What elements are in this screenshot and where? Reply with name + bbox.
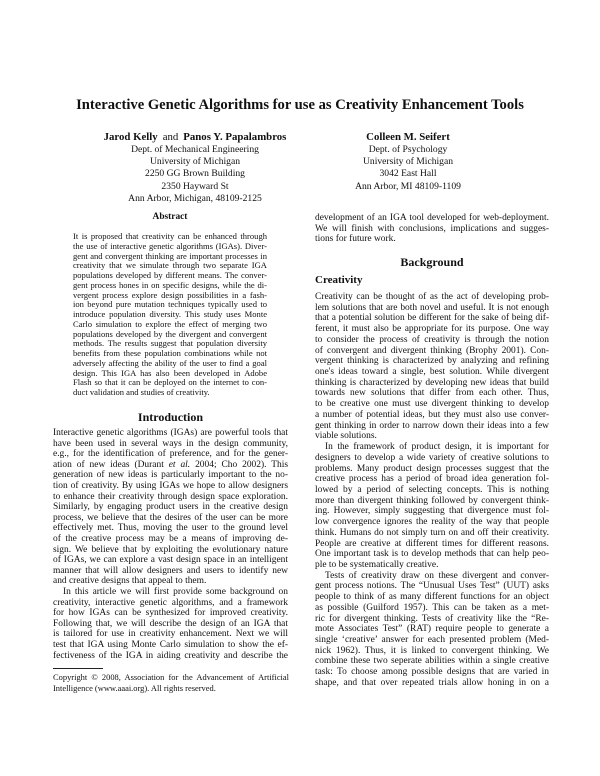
- text-line: In the framework of product design, it is important for: [325, 442, 549, 453]
- text-line: task: To choose among possible designs that are varied in: [315, 667, 549, 678]
- text-line: In this article we will first provide some background on: [63, 587, 288, 597]
- text-line: of the creative process may be a means of improving de-: [53, 534, 288, 544]
- text-line: mote Associates Test” (RAT) require people to generate a: [315, 624, 549, 635]
- text-line: Interactive genetic algorithms (IGAs) are powerful tools that: [53, 428, 288, 438]
- text-line: ple to be systematically creative.: [315, 560, 439, 570]
- text-line: people to think of as many different functions for an object: [315, 592, 549, 603]
- text-line: think. Humans do not simply turn on and off their creativity.: [315, 527, 549, 538]
- text-line: for how IGAs can be synthesized for improved creativity.: [53, 608, 288, 619]
- text-line: development of an IGA tool developed for web-deployment.: [315, 213, 549, 223]
- text-line: have been used in several ways in the design community,: [53, 438, 288, 449]
- text-line: design. This IGA has also been developed in Adobe: [73, 367, 267, 378]
- text-line: problems. Many product design processes suggest that the: [315, 463, 549, 474]
- text-line: benefits from these population combinations while not: [73, 348, 267, 358]
- text-line: ation of new ideas (Durant et al. 2004; Cho 2002). This: [53, 459, 288, 470]
- footnote-rule: [53, 668, 103, 669]
- text-line: Similarly, by engaging product users in the creative design: [53, 502, 288, 513]
- text-line: Flash so that it can be deployed on the internet to con-: [73, 377, 267, 388]
- text-line: ion beyond pure mutation techniques typically used to: [73, 299, 267, 310]
- abstract-heading: Abstract: [152, 212, 188, 222]
- author-conjunction: and: [162, 131, 179, 143]
- affiliation-line: 2250 GG Brown Building: [145, 168, 245, 180]
- text-line: fectiveness of the IGA in aiding creativity and describe the: [53, 650, 288, 661]
- author-block-right: [318, 131, 498, 193]
- text-line: gent and convergent thinking are important processes in: [73, 250, 267, 261]
- text-line: creative process has a period of broad idea generation fol-: [315, 474, 549, 485]
- text-line: adversely affecting the ability of the user to find a goal: [73, 357, 267, 368]
- text-line: lem solutions that are both novel and useful. It is not enough: [315, 302, 549, 313]
- text-line: lowed by a period of selecting concepts. This is nothing: [315, 484, 549, 495]
- text-line: introduce population diversity. This study uses Monte: [73, 309, 267, 319]
- background-heading: Background: [400, 255, 464, 269]
- copyright-notice: Copyright © 2008, Association for the Advancement of Artificial Intelligence (www.aaai.org). All rights reserved.: [53, 672, 289, 693]
- text-line: Following that, we will describe the design of an IGA that: [53, 618, 288, 629]
- author-block-left: [75, 131, 315, 205]
- text-line: gent thinking in order to narrow down their ideas into a few: [315, 420, 549, 431]
- author-name: Colleen M. Seifert: [366, 131, 450, 143]
- affiliation-line: Dept. of Mechanical Engineering: [131, 144, 259, 155]
- creativity-subheading: Creativity: [315, 274, 363, 286]
- text-line: designers to develop a wide variety of creative solutions to: [315, 452, 549, 463]
- text-line: e.g., for the identification of preference, and for the gener-: [53, 449, 288, 460]
- text-line: generation of new ideas is particularly important to the no-: [53, 470, 288, 481]
- text-line: effectively met. Thus, moving the user to the ground level: [53, 523, 288, 534]
- text-line: tions for future work.: [315, 234, 396, 245]
- text-line: duct validation and studies of creativity.: [73, 387, 210, 397]
- text-line: We will finish with conclusions, implications and sugges-: [315, 223, 549, 234]
- text-line: People are creative at different times for different reasons.: [315, 538, 549, 549]
- text-line: more than divergent thinking followed by convergent think-: [315, 495, 549, 506]
- text-line: sign. We believe that by exploiting the evolutionary nature: [53, 544, 288, 555]
- text-line: is tailored for use in creativity enhancement. Next we will: [53, 629, 288, 640]
- citation-emphasis: et al.: [168, 459, 191, 470]
- text-line: thinking is characterized by developing new ideas that build: [315, 377, 549, 388]
- text-line: the use of interactive genetic algorithms (IGAs). Diver-: [73, 240, 267, 251]
- affiliation-line: 3042 East Hall: [379, 168, 437, 180]
- text-line: Creativity can be thought of as the act of developing prob-: [315, 292, 549, 302]
- text-line: creativity, interactive genetic algorithms, and a framework: [53, 597, 288, 608]
- text-line: towards new solutions that differ from each other. Thus,: [315, 388, 549, 399]
- text-line: of IGAs, we can explore a vast design space in an intelligent: [53, 555, 288, 566]
- text-line: ric for divergent thinking. Tests of creativity like the “Re-: [315, 613, 549, 624]
- affiliation-line: 2350 Hayward St: [161, 180, 229, 192]
- text-line: gent process notions. The “Unusual Uses Test” (UUT) asks: [315, 581, 549, 592]
- text-line: as possible (Guilford 1957). This can be taken as a met-: [315, 602, 549, 613]
- text-line: It is proposed that creativity can be enhanced through: [73, 231, 267, 241]
- text-line: process, we believe that the desires of the user can be more: [53, 512, 288, 523]
- text-line: vergent thinking is characterized by analyzing and refining: [315, 356, 549, 367]
- text-line: ferent, it must also be appropriate for its purpose. One way: [315, 324, 549, 335]
- text-line: one's ideas toward a single, best solution. While divergent: [315, 367, 549, 378]
- text-line: of convergent and divergent thinking (Brophy 2001). Con-: [315, 345, 549, 356]
- text-line: to enhance their creativity through design space exploration.: [53, 491, 288, 502]
- text-line: a number of potential ideas, but they must also use conver-: [315, 409, 549, 420]
- text-line: methods. The results suggest that population diversity: [73, 338, 267, 349]
- affiliation-line: Ann Arbor, Michigan, 48109-2125: [128, 192, 262, 204]
- text-line: viable solutions.: [315, 431, 377, 442]
- text-line: tion of creativity. By using IGAs we hope to allow designers: [53, 481, 288, 491]
- text-line: to consider the process of creativity is through the notion: [315, 334, 549, 345]
- affiliation-line: University of Michigan: [149, 156, 241, 168]
- text-line: ing. However, simply suggesting that divergence must fol-: [315, 506, 549, 517]
- author-names: [75, 131, 315, 144]
- affiliation-line: University of Michigan: [362, 156, 454, 168]
- text-line: gent process hones in on specific designs, while the di-: [73, 279, 267, 290]
- text-line: low convergence ignores the reality of the way that people: [315, 517, 549, 528]
- text-line: and creative designs that appeal to them.: [53, 576, 207, 587]
- text-line: shape, and that over repeated trials allow honing in on a: [315, 677, 549, 688]
- text-line: manner that will allow designers and users to identify new: [53, 565, 288, 576]
- text-line: nick 1962). Thus, it is linked to convergent thinking. We: [315, 645, 549, 656]
- text-line: to be creative one must use divergent thinking to develop: [315, 399, 549, 410]
- affiliation-line: Ann Arbor, MI 48109-1109: [355, 180, 461, 192]
- text-line: populations developed by the divergent and convergent: [73, 328, 267, 339]
- introduction-heading: Introduction: [137, 410, 204, 424]
- text-line: populations developed by different means. The conver-: [73, 270, 267, 280]
- author-name: Panos Y. Papalambros: [183, 131, 287, 143]
- text-line: test that IGA using Monte Carlo simulation to show the ef-: [53, 640, 288, 650]
- text-line: Tests of creativity draw on these divergent and conver-: [325, 570, 549, 581]
- text-line: that a potential solution be different for the sake of being dif-: [315, 313, 549, 324]
- text-line: combine these two seperate abilities within a single creative: [315, 656, 549, 667]
- text-line: Carlo simulation to explore the effect of merging two: [73, 318, 267, 329]
- text-line: single ‘creative’ answer for each presented problem (Med-: [315, 635, 549, 646]
- author-name: Jarod Kelly: [103, 131, 158, 143]
- affiliation-line: Dept. of Psychology: [368, 144, 448, 155]
- paper-title: Interactive Genetic Algorithms for use as Creativity Enhancement Tools: [76, 97, 524, 113]
- text-line: One important task is to develop methods that can help peo-: [315, 549, 549, 560]
- text-line: creativity that we simulate through two separate IGA: [73, 260, 267, 271]
- text-line: vergent process explore design possibilities in a fash-: [73, 289, 267, 300]
